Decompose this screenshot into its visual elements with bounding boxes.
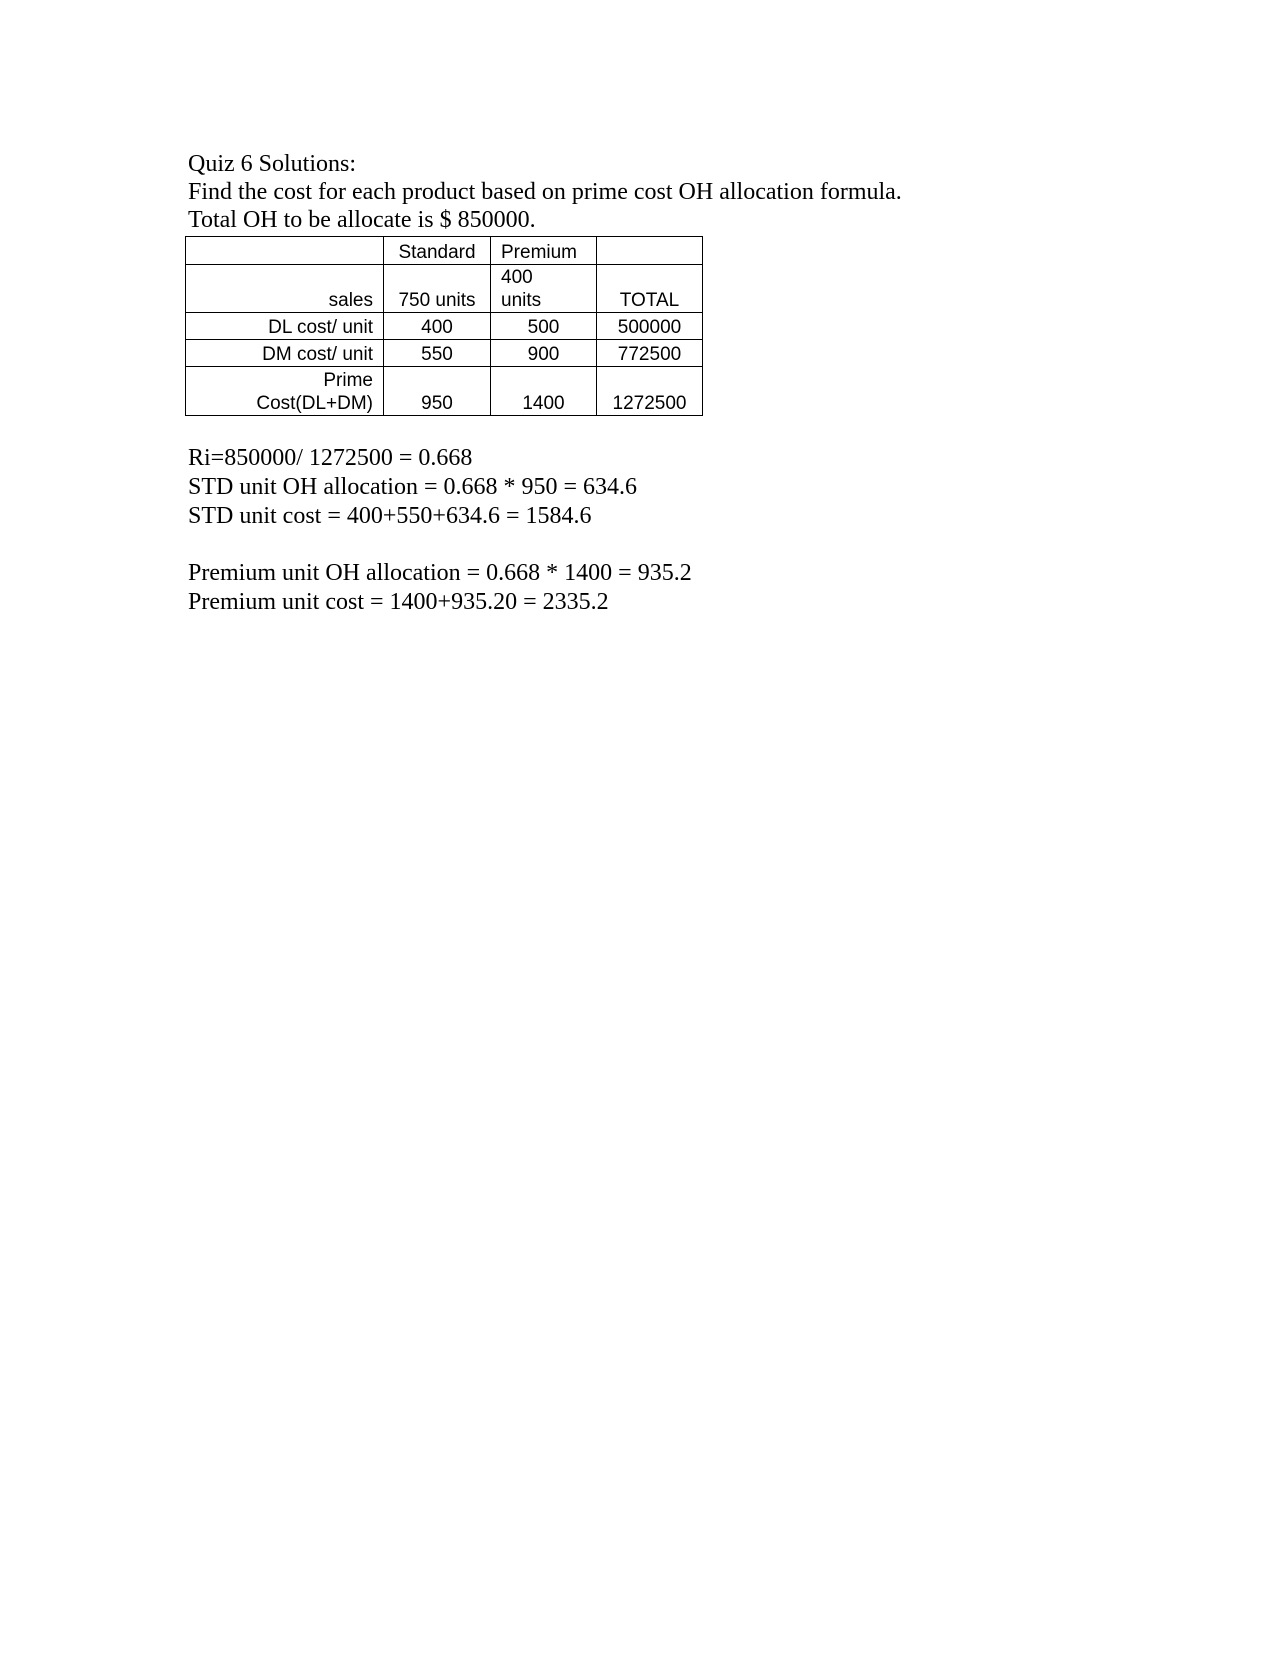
table-row-dl	[186, 313, 703, 340]
sales-premium	[491, 265, 597, 313]
row-label-dm: DM cost/ unit	[186, 340, 384, 367]
dm-standard: 550	[384, 340, 491, 367]
table-cell-corner	[186, 237, 384, 265]
std-cost-calc: STD unit cost = 400+550+634.6 = 1584.6	[188, 503, 592, 529]
header-total-blank	[597, 237, 703, 265]
dl-total: 500000	[597, 313, 703, 340]
row-label-dl: DL cost/ unit	[186, 313, 384, 340]
table-row-dm	[186, 340, 703, 367]
sales-standard: 750 units	[384, 265, 491, 313]
doc-title: Quiz 6 Solutions:	[188, 151, 357, 177]
prime-standard: 950	[384, 367, 491, 416]
table-row-sales	[186, 265, 703, 313]
ri-calc: Ri=850000/ 1272500 = 0.668	[188, 445, 473, 471]
row-label-prime	[186, 367, 384, 416]
dm-total: 772500	[597, 340, 703, 367]
prime-label-line1: Prime	[323, 370, 373, 391]
total-oh-text: Total OH to be allocate is $ 850000.	[188, 207, 536, 233]
dl-standard: 400	[384, 313, 491, 340]
cost-table	[185, 236, 703, 416]
premium-cost-calc: Premium unit cost = 1400+935.20 = 2335.2	[188, 589, 609, 615]
table-row-prime	[186, 367, 703, 416]
prime-total: 1272500	[597, 367, 703, 416]
prime-premium: 1400	[491, 367, 597, 416]
sales-total-label: TOTAL	[597, 265, 703, 313]
dl-premium: 500	[491, 313, 597, 340]
prime-label-line2: Cost(DL+DM)	[256, 393, 373, 414]
question-text: Find the cost for each product based on prime cost OH allocation formula.	[188, 179, 902, 205]
std-alloc-calc: STD unit OH allocation = 0.668 * 950 = 634.6	[188, 474, 638, 500]
premium-alloc-calc: Premium unit OH allocation = 0.668 * 1400 = 935.2	[188, 560, 692, 586]
row-label-sales: sales	[186, 265, 384, 313]
header-premium: Premium	[491, 237, 597, 265]
header-standard: Standard	[384, 237, 491, 265]
sales-premium-line1: 400	[501, 267, 533, 288]
table-row-header	[186, 237, 703, 265]
sales-premium-line2: units	[501, 290, 542, 311]
dm-premium: 900	[491, 340, 597, 367]
